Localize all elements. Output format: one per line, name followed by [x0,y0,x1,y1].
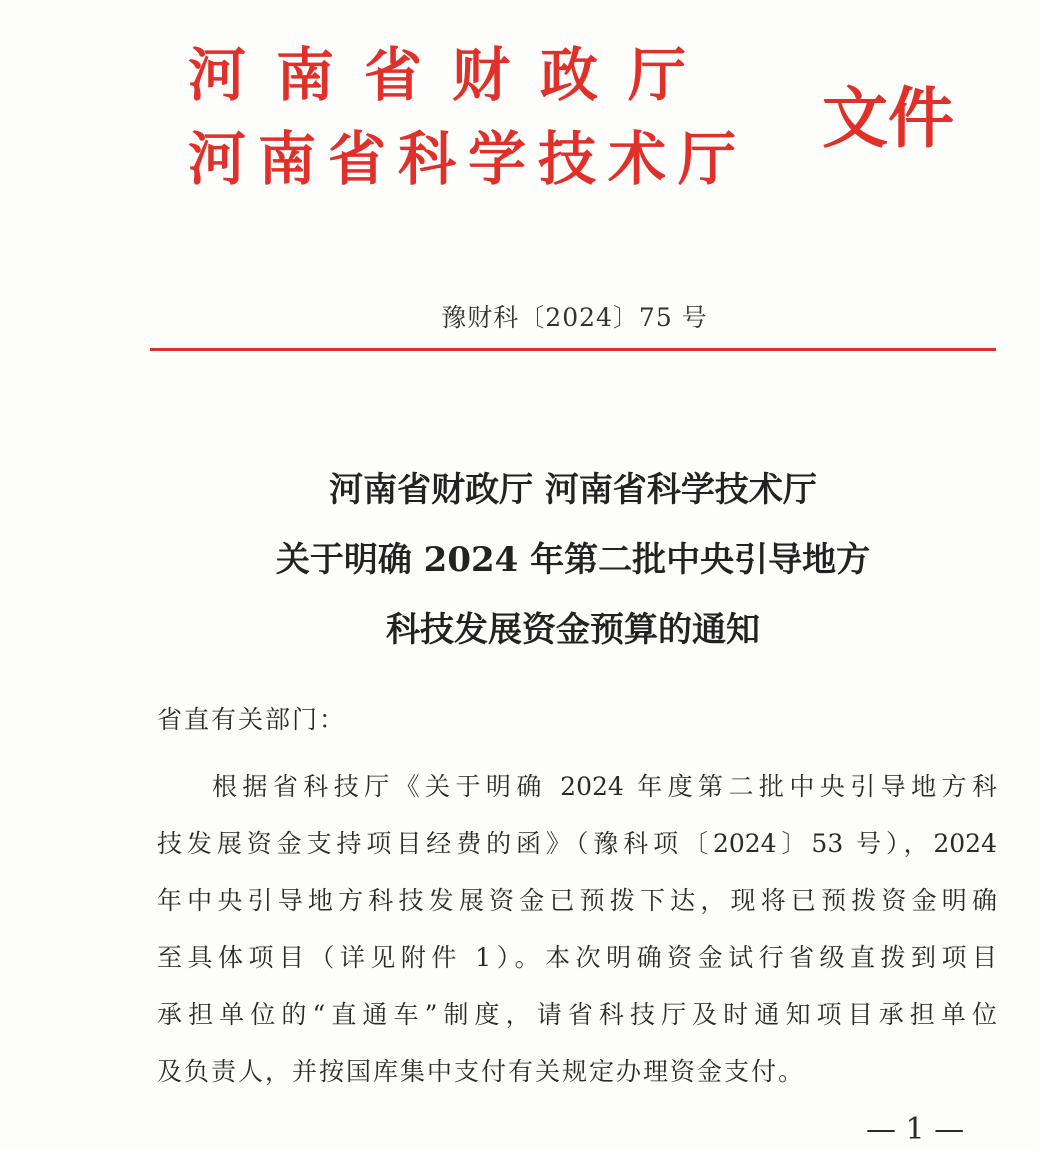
issuer-finance-department: 河南省财政厅 [188,41,717,109]
body-line: 承担单位的“直通车”制度，请省科技厅及时通知项目承担单位 [157,1000,997,1029]
body-line: 至具体项目（详见附件 1）。本次明确资金试行省级直拨到项目 [157,943,997,972]
body-line: 技发展资金支持项目经费的函》（豫科项〔2024〕53 号），2024 [157,829,997,858]
document-number: 豫财科〔2024〕75 号 [441,303,708,332]
body-line: 根据省科技厅《关于明确 2024 年度第二批中央引导地方科 [212,772,997,801]
title-line: 科技发展资金预算的通知 [386,610,760,650]
salutation: 省直有关部门： [157,705,347,734]
letterhead-divider [150,348,996,351]
body-paragraph [157,758,997,1100]
body-line: 及负责人，并按国库集中支付有关规定办理资金支付。 [157,1057,806,1086]
body-line: 年中央引导地方科技发展资金已预拨下达，现将已预拨资金明确 [157,886,997,915]
issuer-science-technology-department: 河南省科学技术厅 [188,125,749,193]
title-line: 关于明确 2024 年第二批中央引导地方 [275,540,871,580]
page-number: — 1 — [866,1112,965,1147]
document-title [150,455,996,665]
title-line: 河南省财政厅 河南省科学技术厅 [329,470,817,510]
document-type-label: 文件 [822,79,954,157]
